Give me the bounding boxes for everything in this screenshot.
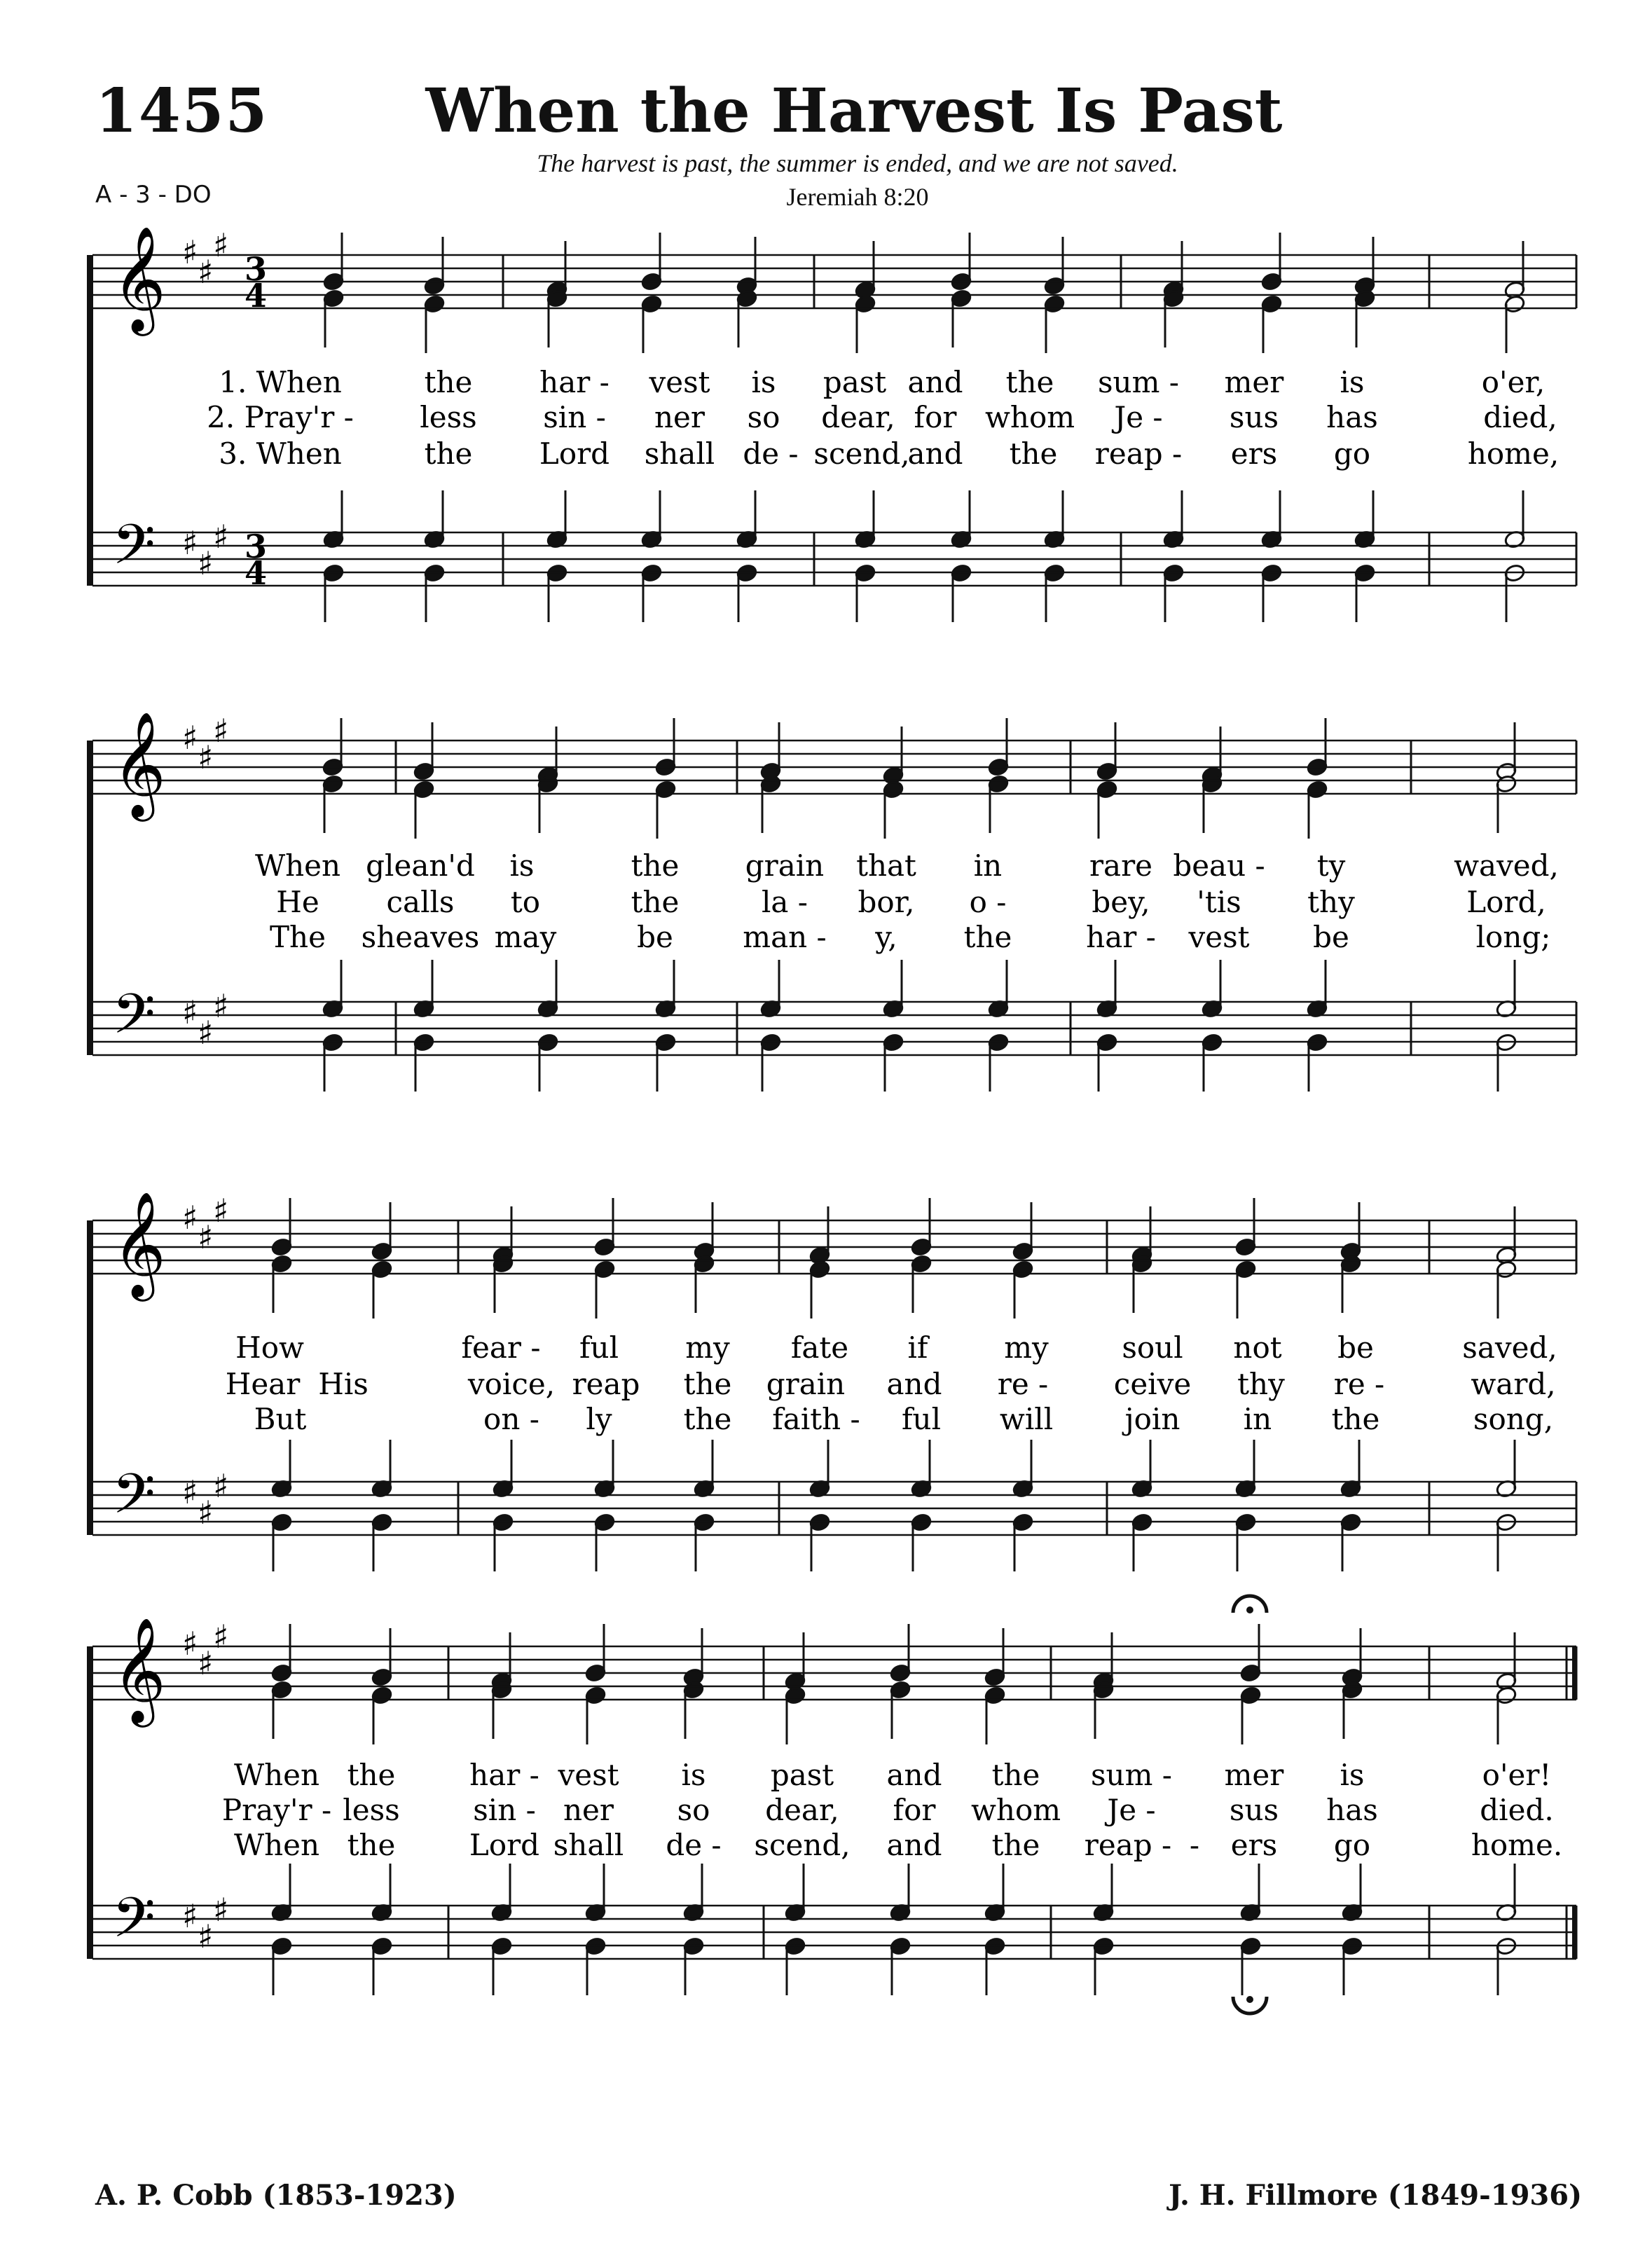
composer-credit: J. H. Fillmore (1849-1936) <box>1169 2179 1582 2212</box>
lyric-syllable: that <box>856 848 916 883</box>
lyric-syllable: He <box>276 885 319 919</box>
bass-clef-icon: 𝄢 <box>112 1885 156 1964</box>
lyric-line <box>255 848 1559 883</box>
lyric-syllable: o - <box>969 885 1007 919</box>
lyric-syllable: vest <box>649 365 710 399</box>
lyric-syllable: Lord, <box>1466 885 1546 919</box>
lyric-line <box>234 1758 1551 1792</box>
lyric-syllable: for <box>914 400 957 434</box>
lyric-syllable: to <box>510 885 541 919</box>
sharp-sign: ♯ <box>213 1467 229 1505</box>
lyric-syllable: home. <box>1471 1828 1563 1862</box>
lyric-syllable: be <box>637 920 673 954</box>
sharp-sign: ♯ <box>213 1618 229 1655</box>
treble-clef-icon: 𝄞 <box>112 225 166 331</box>
lyric-syllable: be <box>1313 920 1349 954</box>
lyric-syllable: reap - <box>1094 436 1183 471</box>
lyric-syllable: beau - <box>1173 848 1265 883</box>
lyric-syllable: so <box>677 1793 710 1827</box>
lyric-syllable: whom <box>970 1793 1061 1827</box>
lyric-syllable: ers <box>1230 1828 1278 1862</box>
time-signature-bottom: 4 <box>244 277 268 315</box>
lyric-syllable: The <box>270 920 326 954</box>
lyric-syllable: man - <box>743 920 827 954</box>
lyric-syllable: ner <box>654 400 705 434</box>
sharp-sign: ♯ <box>213 226 229 264</box>
lyric-syllable: ful <box>579 1330 619 1365</box>
lyric-syllable: fear - <box>461 1330 541 1365</box>
lyric-syllable: la - <box>761 885 808 919</box>
lyric-syllable: o'er! <box>1482 1758 1552 1792</box>
lyric-syllable: mer <box>1224 365 1284 399</box>
lyric-syllable: sus <box>1229 400 1279 434</box>
sharp-sign: ♯ <box>198 544 214 582</box>
lyric-syllable: the <box>631 885 680 919</box>
system-bracket <box>87 255 93 586</box>
lyric-syllable: the <box>1009 436 1058 471</box>
lyric-syllable: 'tis <box>1197 885 1241 919</box>
sharp-sign: ♯ <box>182 719 198 757</box>
lyric-syllable: de - <box>743 436 799 471</box>
time-signature-bottom: 4 <box>244 554 268 592</box>
lyric-syllable: and <box>886 1758 942 1792</box>
lyric-line <box>226 1367 1556 1401</box>
bass-clef-icon: 𝄢 <box>112 982 156 1060</box>
lyric-syllable: vest <box>1188 920 1250 954</box>
lyric-syllable: de - <box>666 1828 722 1862</box>
lyric-syllable: o'er, <box>1481 365 1546 399</box>
lyric-syllable: fate <box>790 1330 849 1365</box>
lyric-syllable: if <box>907 1330 928 1365</box>
lyric-syllable: 2. Pray'r - <box>207 400 354 434</box>
lyric-syllable: y, <box>875 920 897 954</box>
lyric-syllable: re - <box>1333 1367 1385 1401</box>
lyric-syllable: When <box>233 1828 320 1862</box>
lyric-syllable: the <box>347 1758 396 1792</box>
lyric-syllable: Hear <box>225 1367 301 1401</box>
lyric-syllable: ner <box>563 1793 614 1827</box>
lyric-syllable: rare <box>1089 848 1153 883</box>
lyric-line <box>219 365 1545 399</box>
lyric-syllable: whom <box>984 400 1075 434</box>
lyric-syllable: reap <box>572 1367 640 1401</box>
lyric-syllable: har - <box>539 365 610 399</box>
lyric-syllable: When <box>254 848 341 883</box>
sharp-sign: ♯ <box>198 253 214 291</box>
time-signature-top: 3 <box>244 250 268 288</box>
lyric-syllable: died. <box>1480 1793 1554 1827</box>
sharp-sign: ♯ <box>213 1192 229 1230</box>
lyric-syllable: the <box>1005 365 1054 399</box>
lyric-syllable: the <box>424 365 473 399</box>
lyric-line <box>276 885 1546 919</box>
lyric-syllable: scend, <box>754 1828 851 1862</box>
lyric-syllable: reap - <box>1084 1828 1172 1862</box>
lyric-syllable: so <box>747 400 780 434</box>
lyric-syllable: will <box>999 1402 1054 1436</box>
lyric-syllable: sum - <box>1098 365 1179 399</box>
epigraph: The harvest is past, the summer is ended, and we are not saved. <box>537 149 1178 177</box>
lyric-syllable: shall <box>644 436 715 471</box>
sharp-sign: ♯ <box>182 524 198 562</box>
lyric-syllable: re - <box>997 1367 1049 1401</box>
sharp-sign: ♯ <box>182 993 198 1031</box>
lyric-syllable: mer <box>1224 1758 1284 1792</box>
lyric-syllable: sus <box>1229 1793 1279 1827</box>
lyric-syllable: vest <box>558 1758 619 1792</box>
lyric-syllable: His <box>318 1367 369 1401</box>
lyric-syllable: ward, <box>1471 1367 1556 1401</box>
lyric-syllable: has <box>1326 400 1378 434</box>
treble-staff <box>92 225 1576 336</box>
lyric-syllable: is <box>751 365 776 399</box>
lyric-syllable: and <box>907 365 963 399</box>
lyric-syllable: long; <box>1475 920 1551 954</box>
lyric-syllable: dear, <box>821 400 895 434</box>
lyric-syllable: waved, <box>1454 848 1559 883</box>
lyric-syllable: But <box>254 1402 307 1436</box>
sharp-sign: ♯ <box>198 1644 214 1682</box>
treble-clef-icon: 𝄞 <box>112 1616 166 1723</box>
bass-staff <box>92 982 1576 1060</box>
sharp-sign: ♯ <box>198 1918 214 1955</box>
lyric-syllable: in <box>973 848 1003 883</box>
lyric-line <box>222 1793 1554 1827</box>
lyric-line <box>270 920 1550 954</box>
lyric-syllable: the <box>424 436 473 471</box>
sharp-sign: ♯ <box>213 518 229 556</box>
lyric-syllable: the <box>631 848 680 883</box>
lyric-syllable: grain <box>766 1367 846 1401</box>
lyric-syllable: past <box>822 365 887 399</box>
lyric-syllable: thy <box>1307 885 1355 919</box>
tune-code: A - 3 - DO <box>95 181 212 209</box>
lyric-syllable: thy <box>1237 1367 1285 1401</box>
lyric-syllable: soul <box>1122 1330 1183 1365</box>
lyric-syllable: 1. When <box>219 365 342 399</box>
sharp-sign: ♯ <box>198 1014 214 1052</box>
treble-clef-icon: 𝄞 <box>112 710 166 817</box>
lyric-syllable: go <box>1333 1828 1371 1862</box>
lyric-syllable: dear, <box>765 1793 839 1827</box>
music-system <box>87 718 1576 1092</box>
lyric-syllable: my <box>1004 1330 1049 1365</box>
lyric-syllable: voice, <box>467 1367 556 1401</box>
lyric-syllable: not <box>1233 1330 1282 1365</box>
lyric-syllable: home, <box>1467 436 1560 471</box>
lyric-syllable: song, <box>1473 1402 1554 1436</box>
lyric-line <box>234 1828 1562 1862</box>
lyric-line <box>219 436 1559 471</box>
lyric-syllable: and <box>886 1828 942 1862</box>
sharp-sign: ♯ <box>182 1473 198 1511</box>
lyric-syllable: bor, <box>858 885 915 919</box>
lyric-syllable: go <box>1333 436 1371 471</box>
lyric-syllable: ers <box>1230 436 1278 471</box>
lyric-line <box>254 1402 1553 1436</box>
lyric-syllable: sheaves <box>361 920 480 954</box>
lyric-syllable: bey, <box>1092 885 1150 919</box>
lyric-syllable: ty <box>1316 848 1346 883</box>
lyric-syllable: glean'd <box>366 848 475 883</box>
lyric-syllable: sin - <box>473 1793 536 1827</box>
lyric-syllable: ceive <box>1113 1367 1192 1401</box>
lyric-syllable: shall <box>553 1828 624 1862</box>
sharp-sign: ♯ <box>198 1218 214 1256</box>
lyric-syllable: in <box>1243 1402 1272 1436</box>
system-bracket <box>87 1646 93 1959</box>
sharp-sign: ♯ <box>182 233 198 271</box>
hymn-title: When the Harvest Is Past <box>425 76 1283 146</box>
lyric-syllable: Lord <box>469 1828 540 1862</box>
hymn-number: 1455 <box>95 76 269 146</box>
lyric-syllable: the <box>683 1402 732 1436</box>
lyric-syllable: less <box>343 1793 400 1827</box>
lyric-syllable: How <box>235 1330 304 1365</box>
lyric-syllable: Pray'r - <box>221 1793 332 1827</box>
lyric-syllable: faith - <box>772 1402 860 1436</box>
system-bracket <box>87 1220 93 1535</box>
lyric-syllable: and <box>886 1367 942 1401</box>
lyric-line <box>235 1330 1557 1365</box>
lyric-syllable: grain <box>745 848 825 883</box>
lyric-syllable: har - <box>1086 920 1156 954</box>
music-system <box>87 1596 1577 2013</box>
bass-clef-icon: 𝄢 <box>112 512 156 591</box>
treble-staff <box>92 710 1576 822</box>
lyric-syllable: has <box>1326 1793 1378 1827</box>
lyric-syllable: calls <box>386 885 455 919</box>
lyric-syllable: saved, <box>1462 1330 1557 1365</box>
lyric-syllable: on - <box>483 1402 539 1436</box>
lyric-syllable: ly <box>586 1402 612 1436</box>
lyric-syllable: Lord <box>539 436 610 471</box>
lyric-syllable: the <box>991 1758 1040 1792</box>
lyric-syllable: be <box>1337 1330 1374 1365</box>
lyric-syllable: join <box>1124 1402 1181 1436</box>
author-credit: A. P. Cobb (1853-1923) <box>95 2179 457 2212</box>
treble-clef-icon: 𝄞 <box>112 1190 166 1297</box>
lyric-syllable: sum - <box>1091 1758 1172 1792</box>
sharp-sign: ♯ <box>182 1625 198 1662</box>
sharp-sign: ♯ <box>198 738 214 776</box>
lyric-syllable: Je - <box>1107 1793 1156 1827</box>
sharp-sign: ♯ <box>213 712 229 750</box>
bass-clef-icon: 𝄢 <box>112 1461 156 1540</box>
lyric-syllable: scend, <box>813 436 910 471</box>
lyric-syllable: - <box>1189 1828 1200 1862</box>
sharp-sign: ♯ <box>213 1891 229 1929</box>
lyric-syllable: sin - <box>543 400 606 434</box>
lyric-syllable: past <box>770 1758 834 1792</box>
lyric-syllable: the <box>347 1828 396 1862</box>
system-bracket <box>87 741 93 1055</box>
time-signature-top: 3 <box>244 528 268 565</box>
fermata-dot <box>1246 1996 1253 2003</box>
lyric-syllable: the <box>991 1828 1040 1862</box>
lyric-syllable: the <box>963 920 1012 954</box>
lyric-syllable: and <box>907 436 963 471</box>
sharp-sign: ♯ <box>182 1199 198 1237</box>
lyric-syllable: When <box>233 1758 320 1792</box>
sharp-sign: ♯ <box>198 1494 214 1531</box>
lyric-syllable: for <box>893 1793 936 1827</box>
lyric-syllable: 3. When <box>219 436 342 471</box>
lyric-syllable: less <box>420 400 477 434</box>
lyric-syllable: died, <box>1483 400 1557 434</box>
lyric-syllable: the <box>683 1367 732 1401</box>
fermata-dot <box>1246 1606 1253 1613</box>
lyric-syllable: my <box>685 1330 730 1365</box>
scripture-reference: Jeremiah 8:20 <box>786 183 929 211</box>
lyric-syllable: is <box>1340 1758 1365 1792</box>
lyric-syllable: may <box>494 920 557 954</box>
sharp-sign: ♯ <box>182 1897 198 1935</box>
sharp-sign: ♯ <box>213 987 229 1025</box>
music-system <box>87 1198 1576 1571</box>
lyric-line <box>207 400 1557 434</box>
bass-staff <box>92 512 1576 592</box>
lyric-syllable: is <box>681 1758 706 1792</box>
lyric-syllable: is <box>509 848 535 883</box>
lyric-syllable: is <box>1340 365 1365 399</box>
music-system <box>87 233 1576 622</box>
lyric-syllable: the <box>1331 1402 1380 1436</box>
lyric-syllable: har - <box>469 1758 539 1792</box>
lyric-syllable: ful <box>901 1402 942 1436</box>
lyric-syllable: Je - <box>1114 400 1163 434</box>
